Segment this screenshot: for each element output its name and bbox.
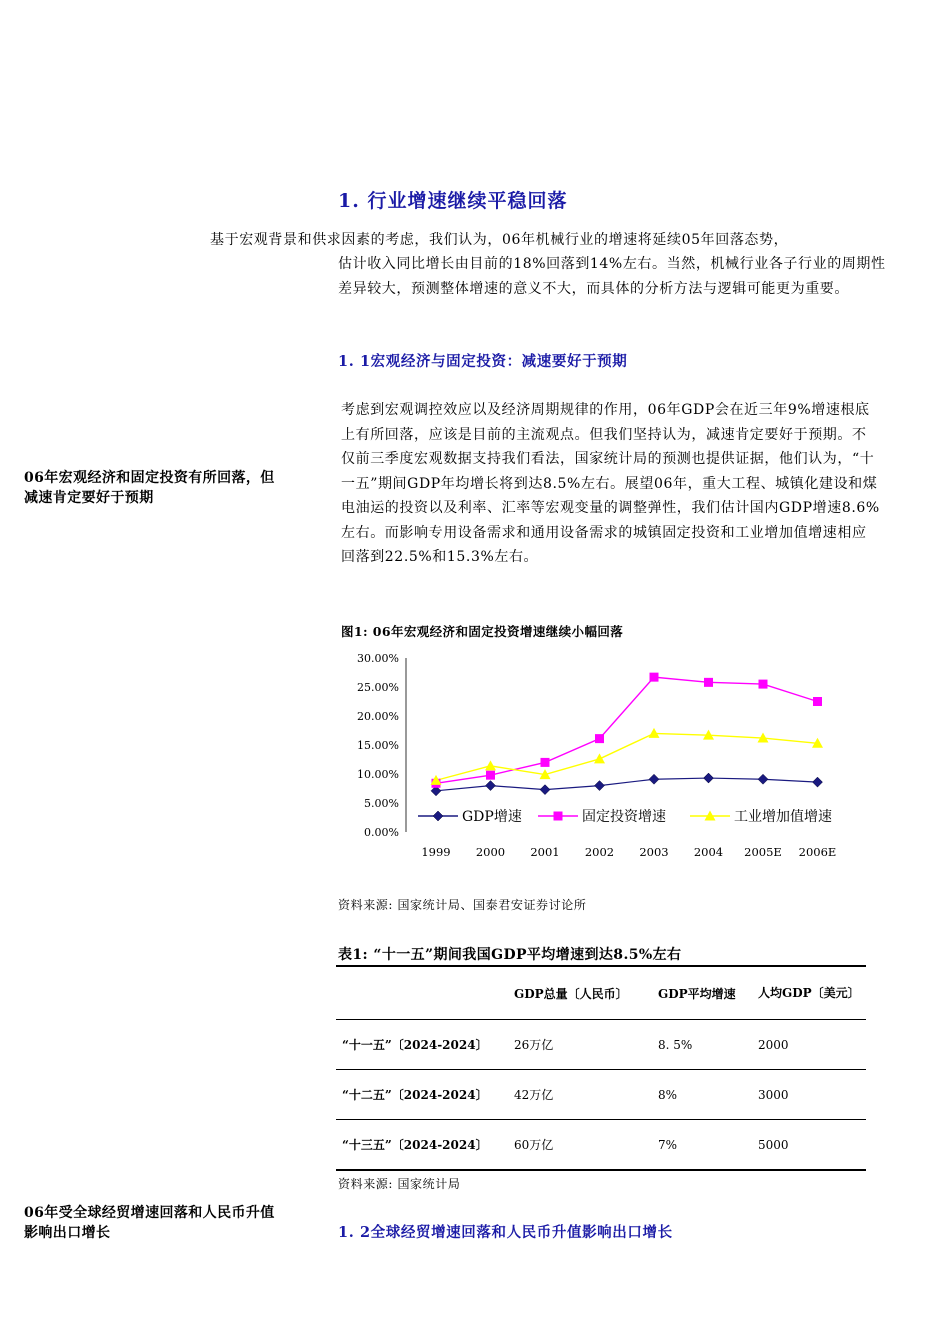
figure-source: 资料来源: 国家统计局、国泰君安证券讨论所	[338, 898, 587, 912]
diamond-marker	[540, 785, 550, 795]
square-marker	[650, 673, 659, 682]
square-marker	[704, 678, 713, 687]
table-cell: 8. 5%	[658, 1037, 693, 1052]
y-tick-label: 0.00%	[364, 826, 399, 839]
y-tick-label: 5.00%	[364, 797, 399, 810]
macro-paragraph: 考虑到宏观调控效应以及经济周期规律的作用，06年GDP会在近三年9%增速根底上有所回落，应该是目前的主流观点。但我们坚持认为，减速肯定要好于预期。不仅前三季度宏观数据支持我们看法，国家统计局的预测也提供证据，他们认为，“十一五”期间GDP年均增长将到达8.5%左右。展望06年，重大工程、城镇化建设和煤电油运的投资以及利率、汇率等宏观变量的调整弹性，我们估计国内GDP增速8.6%左右。而影响专用设备需求和通用设备需求的城镇固定投资和工业增加值增速相应回落到22.5%和15.3%左右。	[341, 402, 880, 565]
diamond-marker	[704, 773, 714, 783]
square-marker	[554, 812, 563, 821]
x-tick-label: 2005E	[744, 845, 782, 859]
legend-label: GDP增速	[462, 809, 522, 825]
diamond-marker	[433, 811, 443, 821]
legend-label: 固定投资增速	[582, 809, 666, 825]
table-cell: “十三五”〔2024-2024〕	[342, 1137, 488, 1152]
triangle-marker	[485, 760, 496, 770]
header-cell: GDP总量〔人民币〕	[514, 986, 628, 1001]
x-tick-label: 2001	[530, 845, 560, 859]
diamond-marker	[758, 774, 768, 784]
x-tick-label: 1999	[421, 845, 451, 859]
y-tick-label: 15.00%	[357, 739, 399, 752]
intro-paragraph-rest: 估计收入同比增长由目前的18%回落到14%左右。当然，机械行业各子行业的周期性差异较大，预测整体增速的意义不大，而具体的分析方法与逻辑可能更为重要。	[338, 256, 886, 297]
diamond-marker	[595, 781, 605, 791]
table-cell: 8%	[658, 1087, 678, 1102]
y-tick-label: 25.00%	[357, 681, 399, 694]
table-cell: 26万亿	[514, 1038, 554, 1052]
x-tick-label: 2003	[639, 845, 669, 859]
x-tick-label: 2000	[475, 845, 506, 859]
square-marker	[595, 734, 604, 743]
header-cell: 人均GDP〔美元〕	[758, 986, 860, 1000]
table-cell: 7%	[658, 1137, 678, 1152]
sidenote-macro: 06年宏观经济和固定投资有所回落，但减速肯定要好于预期	[24, 470, 275, 506]
square-marker	[813, 697, 822, 706]
table-row	[336, 1020, 866, 1070]
sidenote-export: 06年受全球经贸增速回落和人民币升值影响出口增长	[24, 1205, 275, 1241]
subsection-heading-1-1: 1. 1宏观经济与固定投资：减速要好于预期	[338, 353, 628, 370]
intro-paragraph-first-line: 基于宏观背景和供求因素的考虑，我们认为，06年机械行业的增速将延续05年回落态势，	[210, 232, 789, 248]
x-tick-label: 2006E	[798, 845, 837, 859]
section-heading-1: 1. 行业增速继续平稳回落	[338, 190, 568, 212]
header-cell: GDP平均增速	[658, 986, 736, 1001]
table-cell: 3000	[758, 1087, 789, 1102]
table-row	[336, 1120, 866, 1169]
table-cell: 60万亿	[514, 1138, 554, 1152]
subsection-heading-1-2: 1. 2全球经贸增速回落和人民币升值影响出口增长	[338, 1224, 673, 1241]
table-cell: 42万亿	[514, 1088, 554, 1102]
diamond-marker	[813, 777, 823, 787]
table-cell: “十二五”〔2024-2024〕	[342, 1087, 488, 1102]
gdp-table	[336, 965, 866, 1171]
diamond-marker	[649, 774, 659, 784]
table-source: 资料来源: 国家统计局	[338, 1177, 461, 1191]
square-marker	[486, 771, 495, 780]
table-caption: 表1: “十一五”期间我国GDP平均增速到达8.5%左右	[338, 947, 682, 963]
y-tick-label: 20.00%	[357, 710, 399, 723]
figure-caption: 图1: 06年宏观经济和固定投资增速继续小幅回落	[341, 624, 624, 639]
growth-line-chart	[336, 645, 876, 865]
square-marker	[541, 758, 550, 767]
y-tick-label: 30.00%	[357, 652, 399, 665]
legend-label: 工业增加值增速	[734, 809, 832, 825]
x-tick-label: 2004	[693, 845, 724, 859]
triangle-marker	[594, 753, 605, 763]
table-cell: “十一五”〔2024-2024〕	[342, 1037, 488, 1052]
x-tick-label: 2002	[584, 845, 615, 859]
y-tick-label: 10.00%	[357, 768, 399, 781]
table-header-row	[336, 967, 866, 1020]
square-marker	[759, 680, 768, 689]
table-cell: 2000	[758, 1037, 789, 1052]
table-cell: 5000	[758, 1137, 789, 1152]
table-row	[336, 1070, 866, 1120]
diamond-marker	[486, 781, 496, 791]
